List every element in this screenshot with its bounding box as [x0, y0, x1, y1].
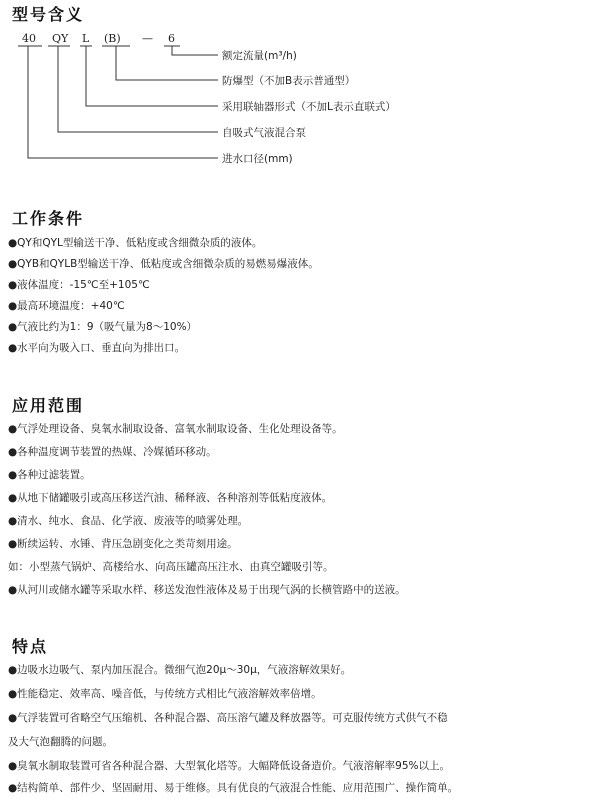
- applications-item: ●气浮处理设备、臭氧水制取设备、富氧水制取设备、生化处理设备等。: [8, 423, 343, 435]
- applications-item: 如：小型蒸气锅炉、高楼给水、向高压罐高压注水、由真空罐吸引等。: [8, 561, 334, 573]
- features-item-continued: 及大气泡翻腾的问题。: [8, 736, 113, 748]
- legend-coupling: 采用联轴器形式（不加L表示直联式）: [222, 101, 396, 113]
- leader-b: [116, 46, 218, 80]
- features-item: ●气浮装置可省略空气压缩机、各种混合器、高压溶气罐及释放器等。可克服传统方式供气不稳: [8, 712, 448, 724]
- conditions-item: ●液体温度：-15℃至+105℃: [8, 279, 150, 291]
- conditions-item: ●最高环境温度：+40℃: [8, 300, 125, 312]
- code-qy: QY: [52, 32, 69, 45]
- legend-flow: 额定流量(m³/h): [222, 50, 297, 62]
- legend-inlet: 进水口径(mm): [222, 153, 293, 165]
- conditions-item: ●气液比约为1：9（吸气量为8～10%）: [8, 321, 198, 333]
- features-item: ●结构简单、部件少、坚固耐用、易于维修。具有优良的气液混合性能、应用范围广、操作简单。: [8, 782, 459, 794]
- leader-qy: [58, 46, 218, 132]
- applications-item: ●断续运转、水锤、背压急剧变化之类苛刻用途。: [8, 538, 238, 550]
- applications-item: ●各种过滤装置。: [8, 469, 91, 481]
- legend-explosion: 防爆型（不加B表示普通型）: [222, 75, 356, 87]
- legend-pump-type: 自吸式气液混合泵: [222, 127, 306, 139]
- applications-heading: 应用范围: [12, 396, 85, 415]
- code-size: 40: [22, 32, 36, 45]
- features-item: ●性能稳定、效率高、噪音低，与传统方式相比气液溶解效率倍增。: [8, 688, 322, 700]
- code-b: (B): [104, 32, 121, 45]
- applications-item: ●从地下储罐吸引或高压移送汽油、稀释液、各种溶剂等低粘度液体。: [8, 492, 333, 504]
- features-heading: 特点: [12, 637, 49, 656]
- code-flow: 6: [168, 32, 175, 45]
- conditions-item: ●QY和QYL型输送干净、低粘度或含细微杂质的液体。: [8, 237, 263, 249]
- features-item: ●边吸水边吸气、泵内加压混合。微细气泡20μ～30μ，气液溶解效果好。: [8, 664, 352, 676]
- applications-item: ●从河川或储水罐等采取水样、移送发泡性液体及易于出现气涡的长横管路中的送液。: [8, 584, 406, 596]
- applications-item: ●各种温度调节装置的热媒、冷媒循环移动。: [8, 446, 217, 458]
- model-diagram: [0, 0, 613, 180]
- leader-flow: [172, 46, 218, 55]
- code-dash: —: [142, 32, 153, 45]
- code-l: L: [82, 32, 90, 45]
- conditions-item: ●QYB和QYLB型输送干净、低粘度或含细微杂质的易燃易爆液体。: [8, 258, 319, 270]
- leader-size: [28, 46, 218, 158]
- model-heading: 型号含义: [12, 5, 85, 24]
- conditions-heading: 工作条件: [12, 209, 85, 228]
- conditions-item: ●水平向为吸入口、垂直向为排出口。: [8, 342, 186, 354]
- applications-item: ●清水、纯水、食品、化学液、废液等的喷雾处理。: [8, 515, 249, 527]
- features-item: ●臭氧水制取装置可省各种混合器、大型氧化塔等。大幅降低设备造价。气液溶解率95%以上。: [8, 760, 450, 772]
